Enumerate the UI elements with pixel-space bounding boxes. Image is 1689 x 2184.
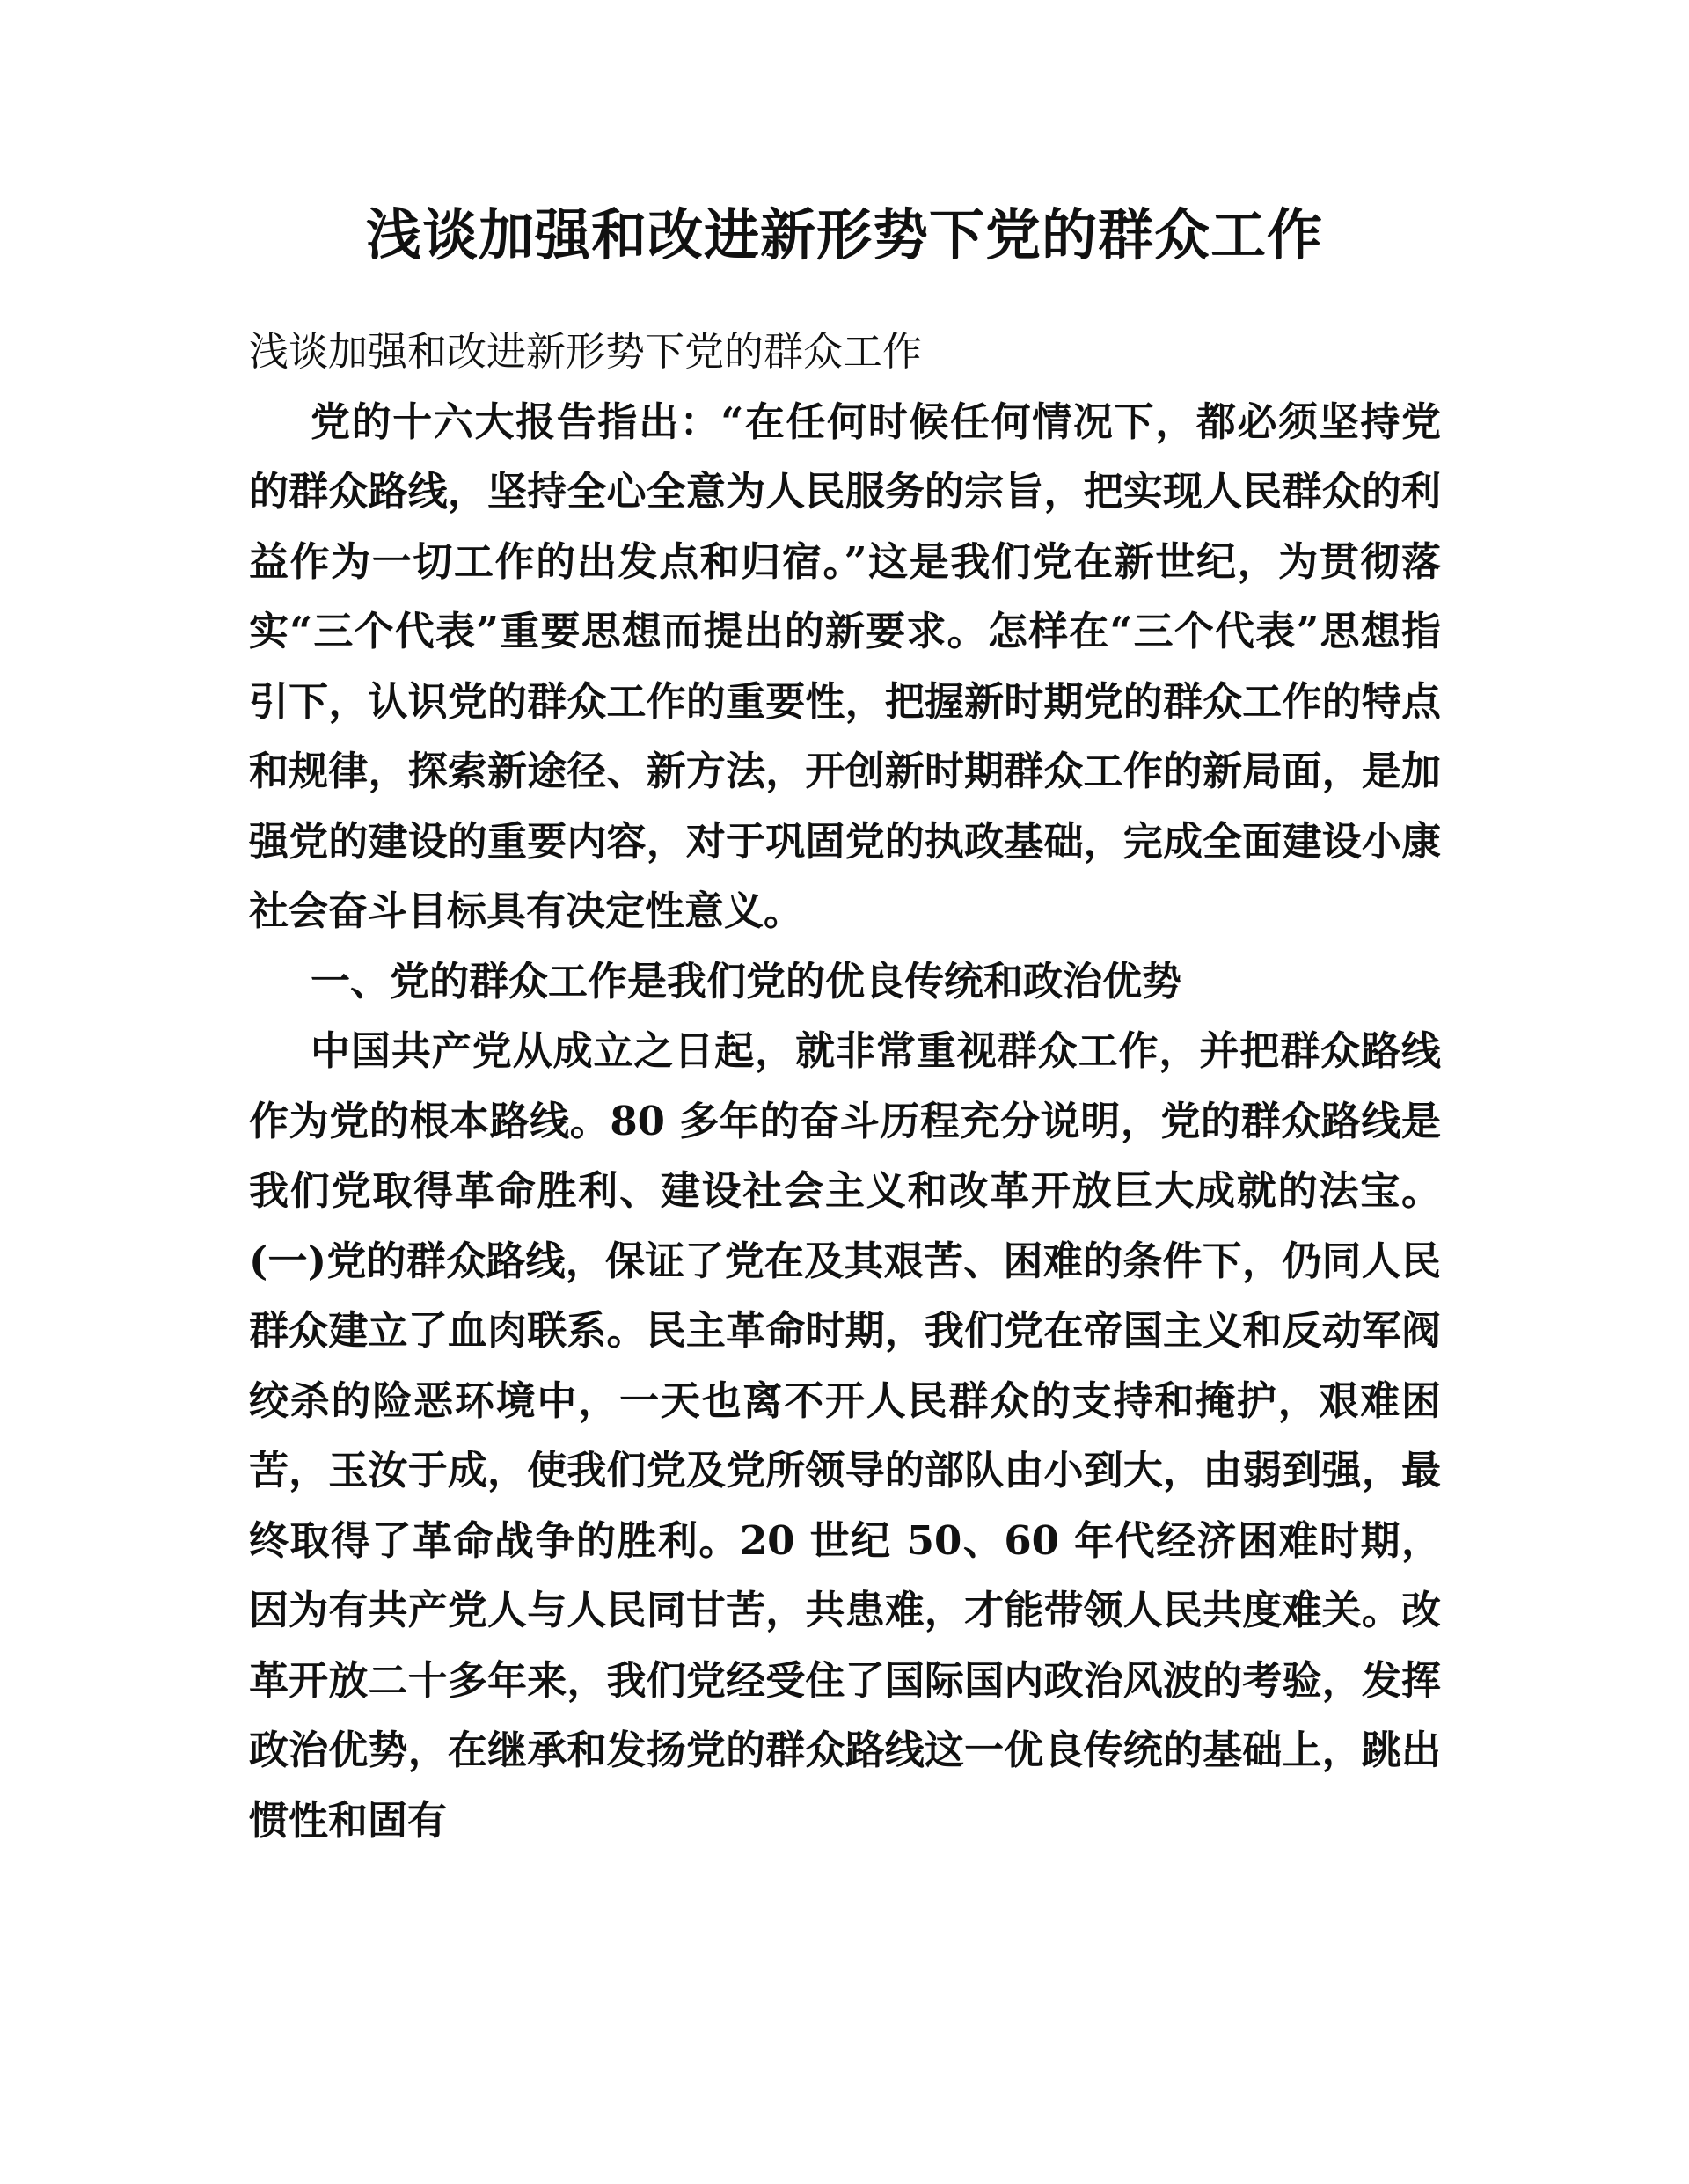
document-title: 浅谈加强和改进新形势下党的群众工作 [366, 203, 1323, 267]
section-paragraph: 中国共产党从成立之日起，就非常重视群众工作，并把群众路线作为党的根本路线。80 多年的奋斗历程充分说明，党的群众路线是我们党取得革命胜利、建设社会主义和改革开放巨大成就的法宝。(一)党的群众路线，保证了党在及其艰苦、困难的条件下，仍同人民群众建立了血肉联系。民主革命时期，我们党在帝国主义和反动军阀绞杀的险恶环境中，一天也离不开人民群众的支持和掩护，艰难困苦，玉汝于成，使我们党及党所领导的部队由小到大，由弱到强，最终取得了革命战争的胜利。20 世纪 50、60 年代经济困难时期，因为有共产党人与人民同甘苦，共患难，才能带领人民共度难关。改革开放二十多年来，我们党经受住了国际国内政治风波的考验，发挥政治优势，在继承和发扬党的群众路线这一优良传统的基础上，跳出惯性和固有 [249, 1027, 1441, 1844]
document-subtitle: 浅谈加强和改进新形势下党的群众工作 [249, 328, 923, 375]
section-heading: 一、党的群众工作是我们党的优良传统和政治优势 [311, 957, 1182, 1004]
intro-paragraph: 党的十六大报告指出：“在任何时候任何情况下，都必须坚持党的群众路线，坚持全心全意为人民服务的宗旨，把实现人民群众的利益作为一切工作的出发点和归宿。”这是我们党在新世纪，为贯彻落实“三个代表”重要思想而提出的新要求。怎样在“三个代表”思想指引下，认识党的群众工作的重要性，把握新时期党的群众工作的特点和规律，探索新途径、新方法，开创新时期群众工作的新局面，是加强党的建设的重要内容，对于巩固党的执政基础，完成全面建设小康社会奋斗目标具有决定性意义。 [249, 398, 1441, 934]
document-body [249, 317, 1441, 1855]
